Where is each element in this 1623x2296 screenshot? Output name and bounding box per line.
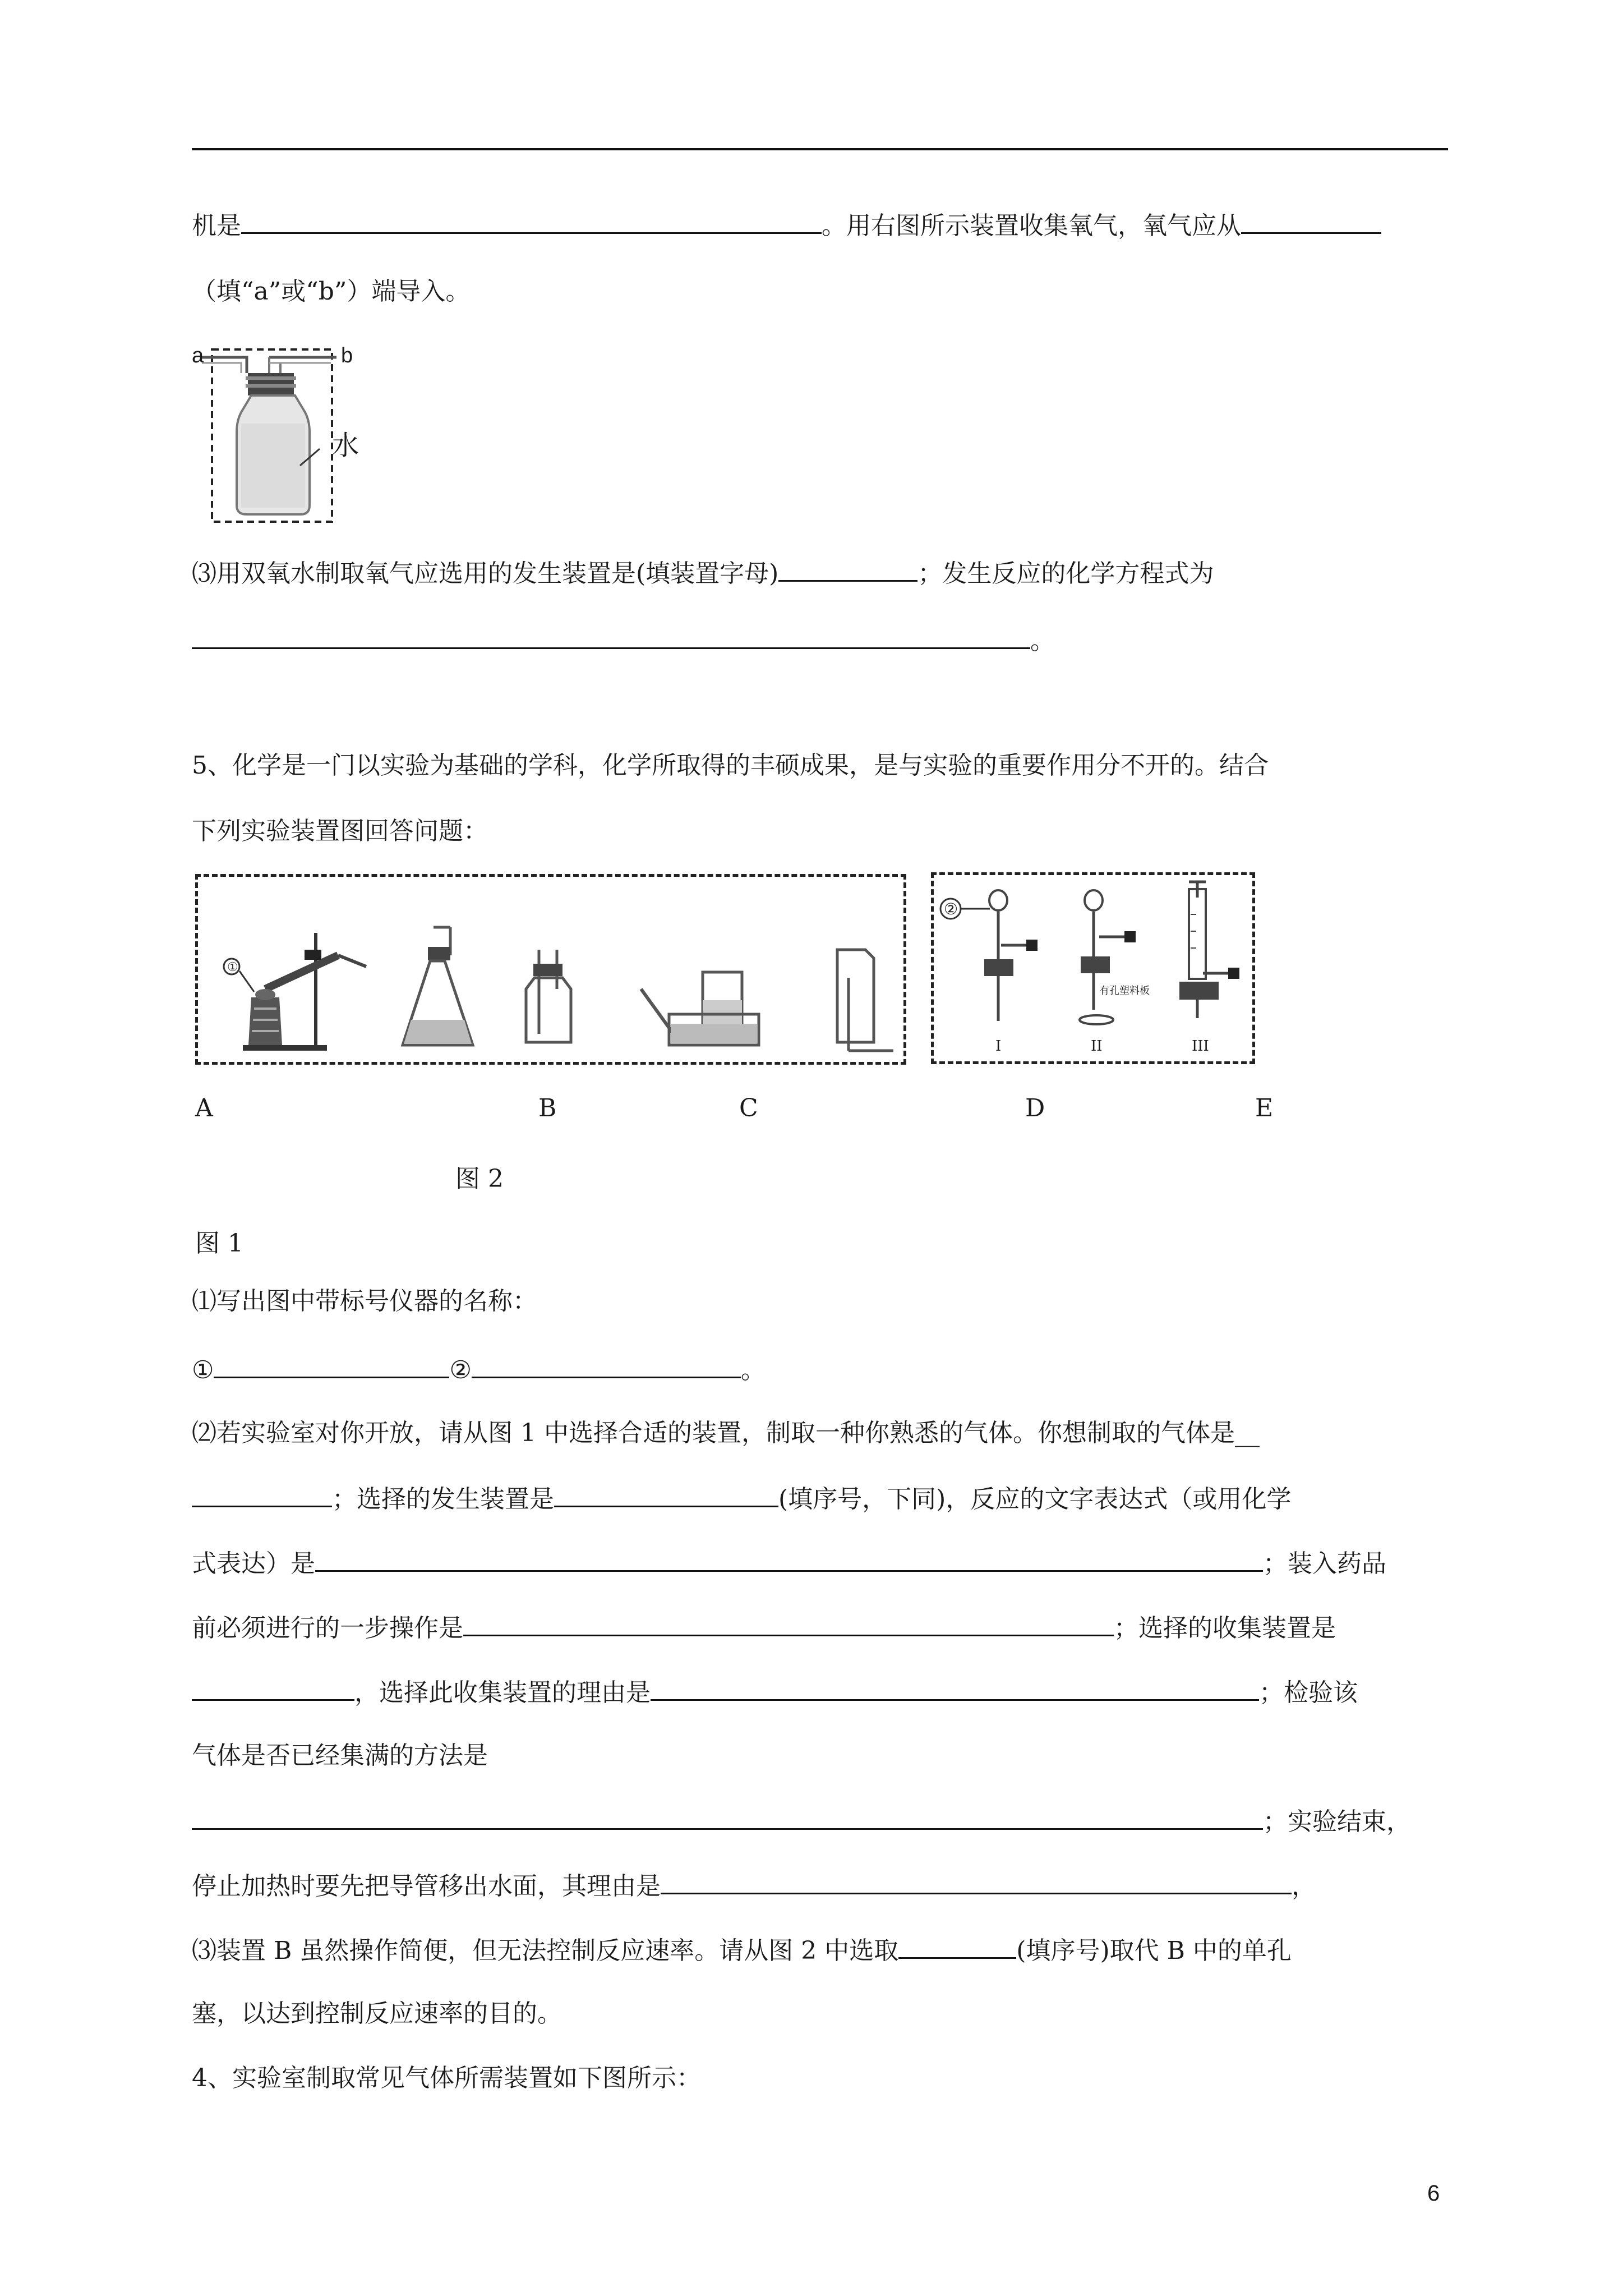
text-segment: 。 [740,1356,766,1384]
q5-part3-line2: 塞，以达到控制反应速率的目的。 [192,1999,562,2028]
figure-1-caption: 图 1 [195,1229,243,1258]
q5-part1: ⑴写出图中带标号仪器的名称： [192,1287,537,1315]
answer-blank[interactable] [315,1545,1263,1572]
text-segment: ① [192,1356,214,1384]
text-segment: (填序号，下同)，反应的文字表达式（或用化学 [778,1485,1292,1513]
continuation-line-2: （填“a”或“b”）端导入。 [192,277,471,306]
text-segment: ，选择此收集装置的理由是 [354,1678,651,1707]
answer-blank[interactable] [192,623,1030,649]
text-segment: 前必须进行的一步操作是 [192,1614,463,1642]
apparatus-letter-e: E [1255,1094,1274,1122]
text-segment: ；检验该 [1259,1678,1358,1707]
text-segment: ， [1292,1872,1316,1901]
answer-blank[interactable] [778,555,917,582]
answer-blank[interactable] [651,1674,1259,1701]
label-water: 水 [332,430,359,461]
text-segment: ⑶用双氧水制取氧气应选用的发生装置是(填装置字母) [192,559,779,588]
continuation-line-1 [192,208,1381,243]
figure-2-caption: 图 2 [455,1165,504,1193]
figure-1-apparatus [198,877,903,1062]
answer-blank[interactable] [463,1610,1114,1636]
roman-label-3: III [1192,1038,1209,1055]
q4-intro: 4、实验室制取常见气体所需装置如下图所示： [192,2064,701,2092]
apparatus-letter-d: D [1025,1094,1045,1122]
text-segment: ；选择的收集装置是 [1114,1614,1336,1642]
text-segment: ；装入药品 [1263,1549,1386,1578]
text-segment: 。 [1030,627,1055,655]
q5-part2-line3 [192,1545,1386,1581]
page-number: 6 [1427,2181,1440,2206]
answer-blank[interactable] [192,1481,332,1507]
q5-part2-line8 [192,1868,1316,1903]
answer-blank[interactable] [192,1674,354,1701]
q5-part2-line5 [192,1674,1358,1710]
text-segment: ⑶装置 B 虽然操作简便，但无法控制反应速率。请从图 2 中选取 [192,1936,899,1965]
text-segment: 式表达）是 [192,1549,315,1578]
apparatus-letter-b: B [538,1094,557,1122]
gas-bottle-figure [185,339,376,527]
apparatus-letter-c: C [739,1094,758,1122]
q5-part2-line1: ⑵若实验室对你开放，请从图 1 中选择合适的装置，制取一种你熟悉的气体。你想制取的气体是__ [192,1419,1260,1447]
q5-part1-blanks [192,1352,766,1387]
text-segment: ；选择的发生装置是 [332,1485,554,1513]
roman-label-1: I [995,1038,1002,1055]
label-b: b [341,344,353,367]
header-rule [192,148,1448,150]
q5-part3-line1 [192,1932,1292,1968]
answer-blank[interactable] [472,1352,741,1378]
q3-line [192,555,1214,591]
text-segment: ② [449,1356,472,1384]
text-segment: (填序号)取代 B 中的单孔 [1016,1936,1292,1965]
text-segment: 停止加热时要先把导管移出水面，其理由是 [192,1872,661,1901]
answer-blank[interactable] [241,208,822,234]
q5-part2-line2 [192,1481,1291,1516]
figure-2-apparatus [934,875,1252,1061]
answer-blank[interactable] [554,1481,778,1507]
q5-intro-2: 下列实验装置图回答问题： [192,817,488,845]
marker-1: ① [227,960,238,974]
roman-label-2: II [1091,1038,1103,1055]
q5-part2-line6: 气体是否已经集满的方法是 [192,1741,488,1770]
figure-2-box [931,872,1255,1064]
label-a: a [192,344,204,367]
q5-intro-1: 5、化学是一门以实验为基础的学科，化学所取得的丰硕成果，是与实验的重要作用分不开的。结合 [192,751,1269,780]
q5-part2-line4 [192,1610,1336,1645]
apparatus-letter-a: A [195,1094,213,1122]
answer-blank[interactable] [661,1868,1292,1894]
figure-1-box [195,874,906,1065]
text-segment: ；发生反应的化学方程式为 [917,559,1214,588]
marker-2: ② [944,900,958,918]
answer-blank[interactable] [192,1803,1263,1830]
q3-equation-line [192,623,1055,658]
text-segment: 机是 [192,211,241,240]
answer-blank[interactable] [214,1352,449,1378]
q5-part2-line7 [192,1803,1411,1839]
answer-blank[interactable] [898,1932,1016,1959]
perforated-board-label: 有孔塑料板 [1099,985,1150,997]
text-segment: 。用右图所示装置收集氧气，氧气应从 [822,211,1241,240]
answer-blank[interactable] [1241,208,1381,234]
text-segment: ；实验结束， [1263,1807,1411,1836]
